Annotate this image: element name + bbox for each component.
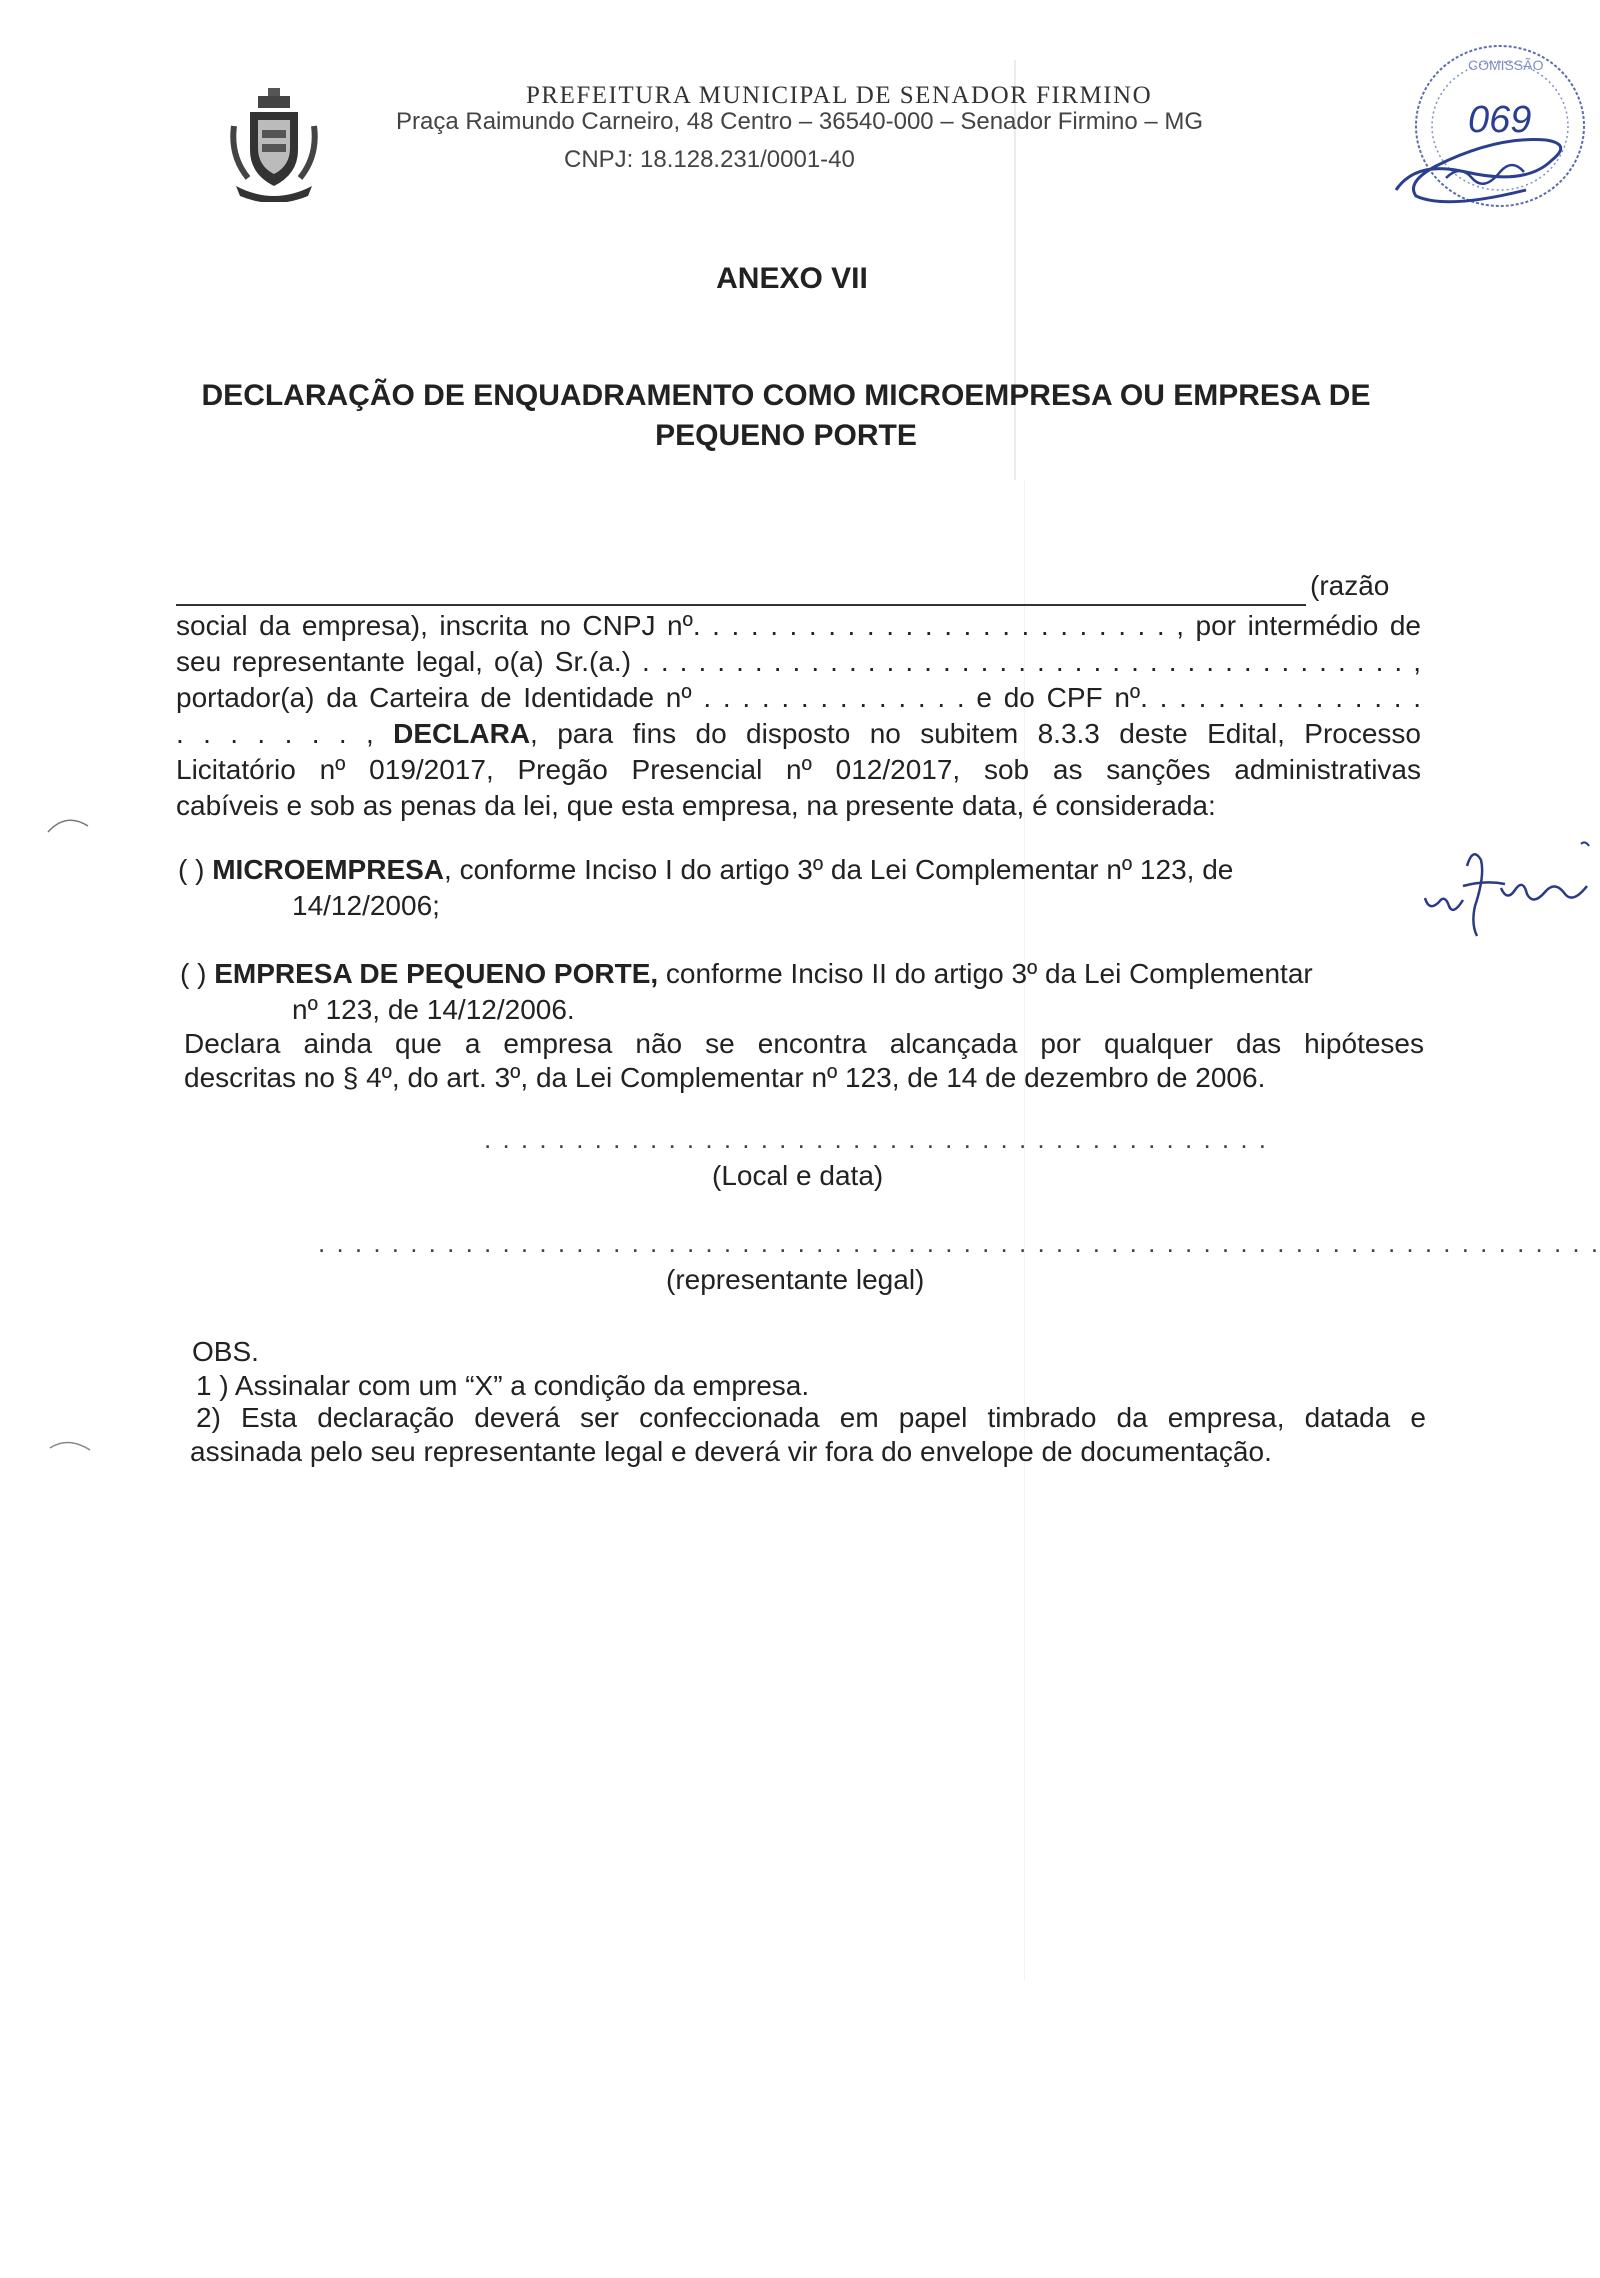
municipal-crest-icon — [228, 86, 320, 202]
body-line-5: Licitatório nº 019/2017, Pregão Presencial nº 012/2017, sob as sanções administrativas — [176, 754, 1421, 785]
organization-name: PREFEITURA MUNICIPAL DE SENADOR FIRMINO — [526, 82, 1153, 109]
representative-label: (representante legal) — [666, 1264, 925, 1295]
body-line-6: cabíveis e sob as penas da lei, que esta empresa, na presente data, é considerada: — [176, 790, 1216, 821]
option-microempresa — [178, 854, 1233, 886]
option-microempresa-label: MICROEMPRESA — [212, 854, 445, 885]
commission-stamp — [1376, 40, 1596, 230]
organization-address: Praça Raimundo Carneiro, 48 Centro – 36540-000 – Senador Firmino – MG — [396, 108, 1204, 135]
notes-heading: OBS. — [192, 1336, 259, 1367]
body-line-4-prefix: . . . . . . . , — [176, 718, 394, 749]
margin-mark-top — [44, 808, 94, 838]
body-line-4 — [176, 718, 1421, 750]
note-2-line-1: 2) Esta declaração deverá ser confeccionada em papel timbrado da empresa, datada e — [196, 1402, 1426, 1433]
option-epp-checkbox: ( ) — [180, 958, 207, 989]
option-epp-label: EMPRESA DE PEQUENO PORTE, — [214, 958, 659, 989]
option-epp — [180, 958, 1313, 990]
declaration-title — [176, 376, 1396, 456]
representative-blank: . . . . . . . . . . . . . . . . . . . . . . . . . . . . . . . . . . . . . . . . . . . . . . . . . . . . . . . . . . . . . . . . . . . . . . — [318, 1228, 1600, 1258]
margin-mark-bottom — [46, 1432, 96, 1462]
stamp-ring-text: COMISSÃO — [1468, 57, 1544, 73]
stamp-number: 069 — [1468, 99, 1532, 141]
option-epp-continuation: nº 123, de 14/12/2006. — [292, 994, 575, 1025]
body-line-1: social da empresa), inscrita no CNPJ nº. . . . . . . . . . . . . . . . . . . . . . . . . , por intermédio de — [176, 610, 1421, 641]
body-line-3: portador(a) da Carteira de Identidade nº . . . . . . . . . . . . . . e do CPF nº. . . . . . . . . . . . . . . — [176, 682, 1421, 713]
extra-declaration-line-1: Declara ainda que a empresa não se encontra alcançada por qualquer das hipóteses — [184, 1028, 1424, 1059]
razao-suffix: (razão — [1310, 570, 1390, 601]
body-line-4-rest: , para fins do disposto no subitem 8.3.3 deste Edital, Processo — [530, 718, 1422, 749]
note-1: 1 ) Assinalar com um “X” a condição da empresa. — [196, 1370, 810, 1401]
option-microempresa-continuation: 14/12/2006; — [292, 890, 440, 921]
option-microempresa-checkbox: ( ) — [178, 854, 205, 885]
handwritten-initials — [1415, 836, 1600, 956]
place-date-label: (Local e data) — [712, 1160, 884, 1191]
body-line-2: seu representante legal, o(a) Sr.(a.) . . . . . . . . . . . . . . . . . . . . . . . . . . . . . . . . . . . . . . . . . , — [176, 646, 1421, 677]
place-date-blank: . . . . . . . . . . . . . . . . . . . . . . . . . . . . . . . . . . . . . . . . . . . — [484, 1124, 1269, 1154]
declaration-title-line2: PEQUENO PORTE — [655, 419, 917, 452]
organization-cnpj: CNPJ: 18.128.231/0001-40 — [564, 146, 855, 173]
option-epp-text: conforme Inciso II do artigo 3º da Lei Complementar — [658, 958, 1313, 989]
declaration-title-line1: DECLARAÇÃO DE ENQUADRAMENTO COMO MICROEMPRESA OU EMPRESA DE — [201, 379, 1371, 412]
company-name-blank-line — [176, 604, 1306, 606]
option-microempresa-text: , conforme Inciso I do artigo 3º da Lei Complementar nº 123, de — [444, 854, 1234, 885]
annex-title: ANEXO VII — [716, 262, 868, 295]
extra-declaration-line-2: descritas no § 4º, do art. 3º, da Lei Complementar nº 123, de 14 de dezembro de 2006. — [184, 1062, 1266, 1093]
note-2-line-2: assinada pelo seu representante legal e deverá vir fora do envelope de documentação. — [190, 1436, 1272, 1467]
declara-keyword: DECLARA — [393, 718, 531, 749]
